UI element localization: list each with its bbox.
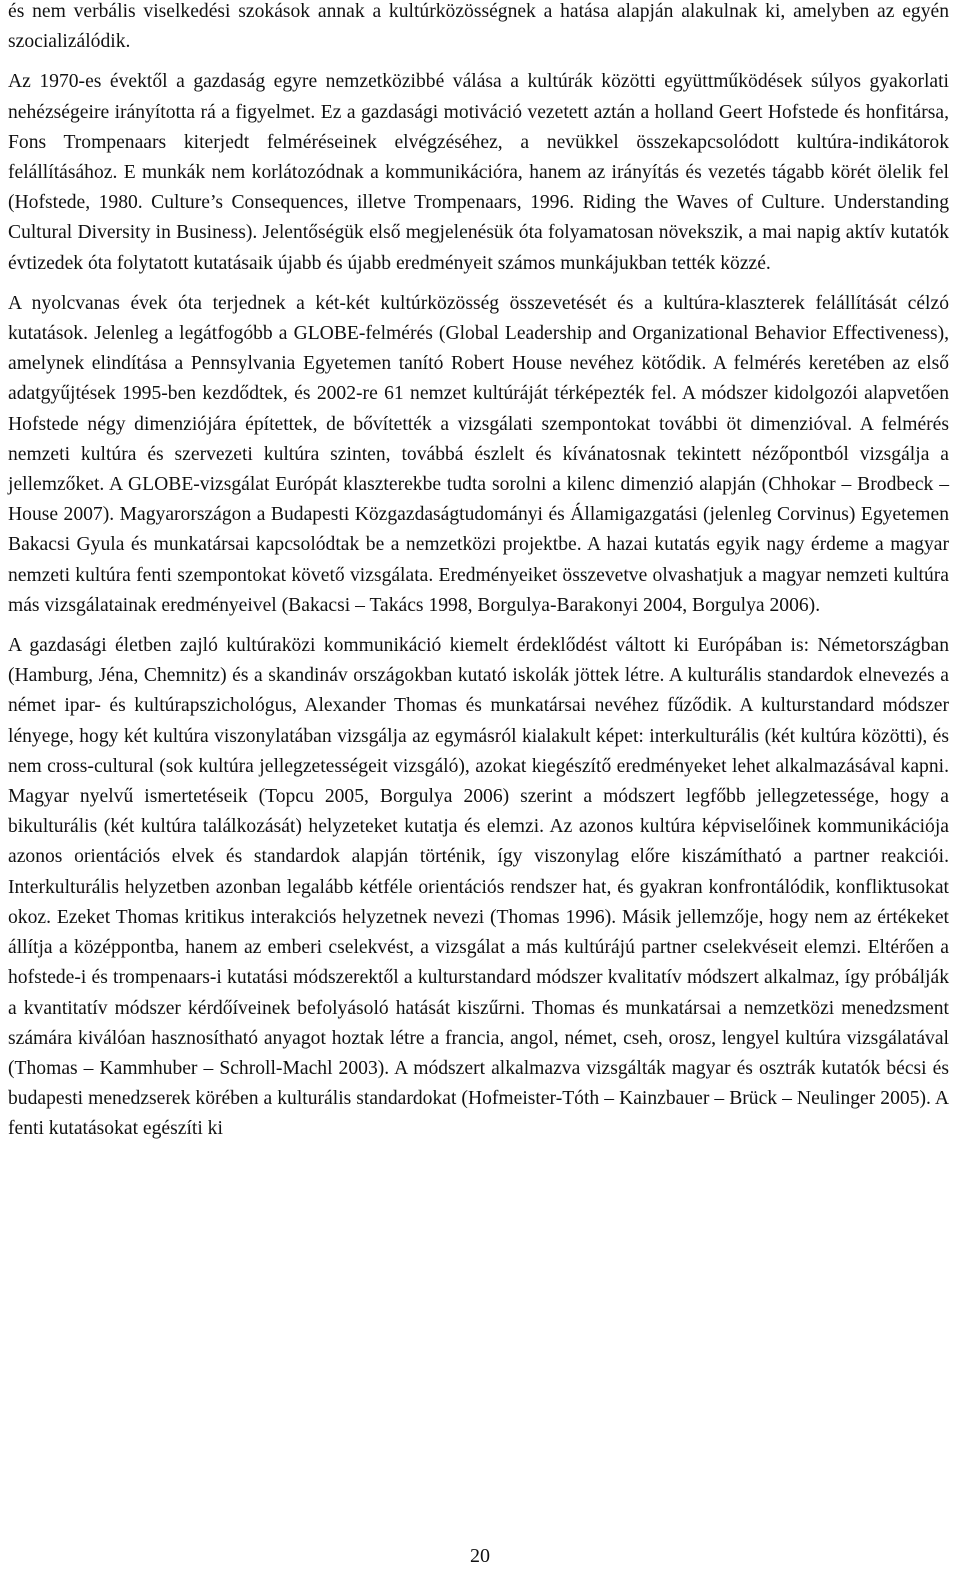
paragraph-1: és nem verbális viselkedési szokások annak a kultúrközösségnek a hatása alapján alakulnak ki, amelyben az egyén szocializálódik. [8,1,949,53]
text-body [8,0,949,1155]
page-number: 20 [470,1545,490,1567]
paragraph-3: A nyolcvanas évek óta terjednek a két-két kultúrközösség összevetését és a kultúra-klaszterek felállítását célzó kutatások. Jelenleg a legátfogóbb a GLOBE-felmérés (Global Leadership and Organizational Behavior Effectiveness), amelynek elindítása a Pennsylvania Egyetemen tanító Robert House nevéhez kötődik. A felmérés keretében az első adatgyűjtések 1995-ben kezdődtek, és 2002-re 61 nemzet kultúráját térképezték fel. A módszer kidolgozói alapvetően Hofstede négy dimenziójára építettek, de bővítették a vizsgálati szempontokat további öt dimenzióval. A felmérés nemzeti kultúra és szervezeti kultúra szinten, továbbá észlelt és kívánatosnak tekintett nézőpontból vizsgálja a jellemzőket. A GLOBE-vizsgálat Európát klaszterekbe tudta sorolni a kilenc dimenzió alapján (Chhokar – Brodbeck – House 2007). Magyarországon a Budapesti Közgazdaságtudományi és Államigazgatási (jelenleg Corvinus) Egyetemen Bakacsi Gyula és munkatársai kapcsolódtak be a nemzetközi projektbe. A hazai kutatás egyik nagy érdeme a magyar nemzeti kultúra fenti szempontokat követő vizsgálata. Eredményeiket összevetve olvashatjuk a magyar nemzeti kultúra más vizsgálatainak eredményeivel (Bakacsi – Takács 1998, Borgulya-Barakonyi 2004, Borgulya 2006). [8,292,949,616]
paragraph-2: Az 1970-es évektől a gazdaság egyre nemzetközibbé válása a kultúrák közötti együttműködések súlyos gyakorlati nehézségeire irányította rá a figyelmet. Ez a gazdasági motiváció vezetett aztán a holland Geert Hofstede és honfitársa, Fons Trompenaars kiterjedt felméréseinek elvégzéséhez, a nevükkel összekapcsolódott kultúra-indikátorok felállításához. E munkák nem korlátozódnak a kommunikációra, hanem az irányítás és vezetés tágabb körét ölelik fel (Hofstede, 1980. Culture’s Consequences, illetve Trompenaars, 1996. Riding the Waves of Culture. Understanding Cultural Diversity in Business). Jelentőségük első megjelenésük óta folyamatosan növekszik, a mai napig aktív kutatók évtizedek óta folytatott kutatásaik újabb és újabb eredményeit számos munkájukban tették közzé. [8,71,949,274]
paragraph-4: A gazdasági életben zajló kultúraközi kommunikáció kiemelt érdeklődést váltott ki Európában is: Németországban (Hamburg, Jéna, Chemnitz) és a skandináv országokban kutató iskolák jöttek létre. A kulturális standardok elnevezés a német ipar- és kultúrapszichológus, Alexander Thomas és munkatársai nevéhez fűződik. A kulturstandard módszer lényege, hogy két kultúra viszonylatában vizsgálja az egymásról kialakult képet: interkulturális (két kultúra közötti), és nem cross-cultural (sok kultúra jellegzetességeit vizsgáló), azokat kiegészítő eredményeket lehet alkalmazásával kapni. Magyar nyelvű ismertetéseik (Topcu 2005, Borgulya 2006) szerint a módszert legfőbb jellegzetessége, hogy a bikulturális (két kultúra találkozását) helyzeteket kutatja és elemzi. Az azonos kultúra képviselőinek kommunikációja azonos orientációs elvek és standardok alapján történik, így viszonylag előre kiszámítható a partner reakciói. Interkulturális helyzetben azonban legalább kétféle orientációs rendszer hat, és gyakran konfrontálódik, konfliktusokat okoz. Ezeket Thomas kritikus interakciós helyzetnek nevezi (Thomas 1996). Másik jellemzője, hogy nem az értékeket állítja a középpontba, hanem az emberi cselekvést, a vizsgálat a más kultúrájú partner cselekvéseit elemzi. Eltérően a hofstede-i és trompenaars-i kutatási módszerektől a kulturstandard módszer kvalitatív módszert alkalmaz, így próbálják a kvantitatív módszer kérdőíveinek befolyásoló hatását kiszűrni. Thomas és munkatársai a nemzetközi menedzsment számára kiválóan hasznosítható anyagot hoztak létre a francia, angol, német, cseh, orosz, lengyel kultúra vizsgálatával (Thomas – Kammhuber – Schroll-Machl 2003). A módszert alkalmazva vizsgálták magyar és osztrák kutatók bécsi és budapesti menedzserek körében a kulturális standardokat (Hofmeister-Tóth – Kainzbauer – Brück – Neulinger 2005). A fenti kutatásokat egészíti ki [8,635,949,1140]
